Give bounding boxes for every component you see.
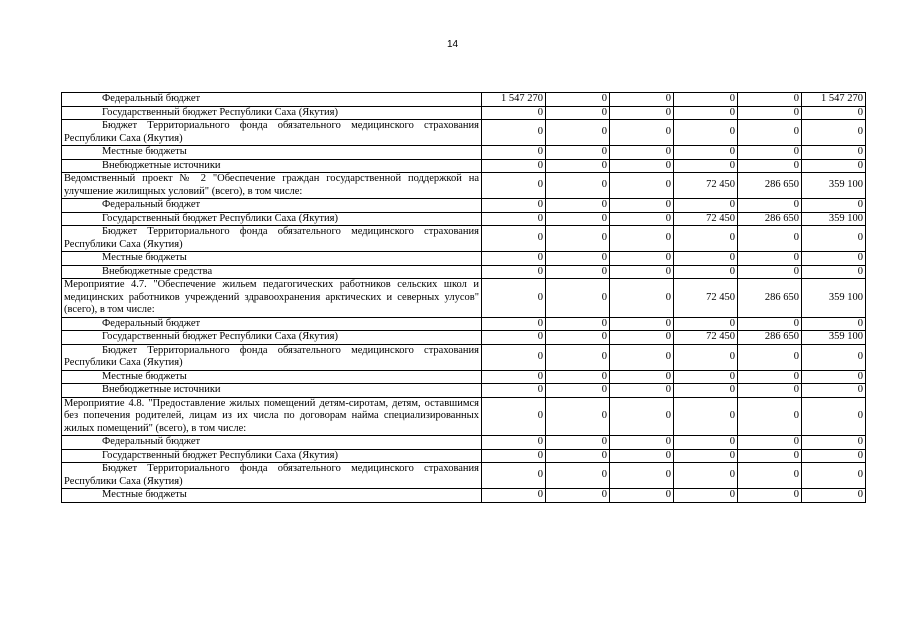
- value-cell: 0: [610, 212, 674, 226]
- value-cell: 0: [738, 384, 802, 398]
- value-cell: 0: [610, 463, 674, 489]
- value-cell: 359 100: [802, 279, 866, 318]
- value-cell: 0: [738, 265, 802, 279]
- value-cell: 0: [546, 436, 610, 450]
- value-cell: 0: [482, 331, 546, 345]
- table-row: [62, 317, 866, 331]
- value-cell: 0: [802, 436, 866, 450]
- value-cell: 0: [610, 120, 674, 146]
- table-row: [62, 449, 866, 463]
- value-cell: 0: [546, 463, 610, 489]
- table-row: [62, 173, 866, 199]
- value-cell: 0: [610, 159, 674, 173]
- value-cell: 0: [610, 265, 674, 279]
- value-cell: 0: [610, 173, 674, 199]
- table-row: [62, 370, 866, 384]
- row-label: Местные бюджеты: [62, 370, 482, 384]
- table-row: [62, 106, 866, 120]
- value-cell: 0: [802, 397, 866, 436]
- value-cell: 0: [482, 463, 546, 489]
- value-cell: 359 100: [802, 331, 866, 345]
- value-cell: 0: [546, 106, 610, 120]
- value-cell: 0: [738, 449, 802, 463]
- row-label: Внебюджетные источники: [62, 159, 482, 173]
- value-cell: 0: [738, 226, 802, 252]
- value-cell: 0: [738, 120, 802, 146]
- value-cell: 0: [610, 384, 674, 398]
- value-cell: 0: [546, 93, 610, 107]
- value-cell: 0: [674, 120, 738, 146]
- table-row: [62, 265, 866, 279]
- value-cell: 0: [802, 226, 866, 252]
- value-cell: 0: [482, 279, 546, 318]
- row-label: Мероприятие 4.8. "Предоставление жилых помещений детям-сиротам, детям, оставшимся без попечения родителей, лицам из их числа по договорам найма специализированных жилых помещений" (всего), в том числе:: [62, 397, 482, 436]
- table-row: [62, 93, 866, 107]
- value-cell: 0: [546, 212, 610, 226]
- value-cell: 0: [610, 331, 674, 345]
- value-cell: 286 650: [738, 212, 802, 226]
- value-cell: 0: [610, 279, 674, 318]
- row-label: Федеральный бюджет: [62, 317, 482, 331]
- table-row: [62, 436, 866, 450]
- table-row: [62, 397, 866, 436]
- value-cell: 0: [546, 120, 610, 146]
- table-row: [62, 252, 866, 266]
- row-label: Внебюджетные средства: [62, 265, 482, 279]
- row-label: Бюджет Территориального фонда обязательного медицинского страхования Республики Саха (Якутия): [62, 120, 482, 146]
- value-cell: 0: [482, 106, 546, 120]
- value-cell: 0: [546, 384, 610, 398]
- value-cell: 0: [610, 106, 674, 120]
- value-cell: 0: [802, 265, 866, 279]
- value-cell: 0: [546, 489, 610, 503]
- table-row: [62, 159, 866, 173]
- value-cell: 0: [546, 449, 610, 463]
- row-label: Федеральный бюджет: [62, 436, 482, 450]
- value-cell: 286 650: [738, 279, 802, 318]
- value-cell: 0: [738, 344, 802, 370]
- value-cell: 0: [482, 199, 546, 213]
- value-cell: 0: [674, 317, 738, 331]
- value-cell: 0: [610, 449, 674, 463]
- value-cell: 0: [738, 370, 802, 384]
- value-cell: 0: [738, 106, 802, 120]
- row-label: Государственный бюджет Республики Саха (Якутия): [62, 106, 482, 120]
- value-cell: 0: [546, 397, 610, 436]
- row-label: Бюджет Территориального фонда обязательного медицинского страхования Республики Саха (Якутия): [62, 344, 482, 370]
- value-cell: 0: [738, 146, 802, 160]
- value-cell: 0: [802, 489, 866, 503]
- table-row: [62, 331, 866, 345]
- value-cell: 0: [674, 93, 738, 107]
- value-cell: 0: [482, 436, 546, 450]
- value-cell: 0: [674, 252, 738, 266]
- value-cell: 0: [802, 146, 866, 160]
- value-cell: 0: [546, 252, 610, 266]
- value-cell: 72 450: [674, 331, 738, 345]
- value-cell: 0: [546, 317, 610, 331]
- value-cell: 1 547 270: [802, 93, 866, 107]
- value-cell: 0: [802, 449, 866, 463]
- value-cell: 1 547 270: [482, 93, 546, 107]
- value-cell: 0: [610, 397, 674, 436]
- value-cell: 0: [802, 120, 866, 146]
- value-cell: 0: [802, 384, 866, 398]
- table-row: [62, 120, 866, 146]
- table-row: [62, 212, 866, 226]
- value-cell: 0: [482, 370, 546, 384]
- value-cell: 0: [802, 106, 866, 120]
- value-cell: 0: [738, 159, 802, 173]
- value-cell: 0: [546, 199, 610, 213]
- value-cell: 0: [610, 226, 674, 252]
- table-row: [62, 344, 866, 370]
- value-cell: 0: [546, 265, 610, 279]
- row-label: Бюджет Территориального фонда обязательного медицинского страхования Республики Саха (Якутия): [62, 463, 482, 489]
- value-cell: 0: [802, 252, 866, 266]
- value-cell: 0: [546, 370, 610, 384]
- row-label: Местные бюджеты: [62, 252, 482, 266]
- value-cell: 0: [674, 463, 738, 489]
- table-row: [62, 226, 866, 252]
- value-cell: 0: [738, 252, 802, 266]
- value-cell: 0: [738, 93, 802, 107]
- value-cell: 0: [482, 226, 546, 252]
- row-label: Государственный бюджет Республики Саха (Якутия): [62, 331, 482, 345]
- value-cell: 0: [610, 93, 674, 107]
- value-cell: 72 450: [674, 279, 738, 318]
- value-cell: 359 100: [802, 173, 866, 199]
- value-cell: 0: [482, 252, 546, 266]
- value-cell: 0: [610, 370, 674, 384]
- value-cell: 0: [802, 463, 866, 489]
- value-cell: 0: [738, 489, 802, 503]
- value-cell: 0: [546, 331, 610, 345]
- value-cell: 0: [674, 106, 738, 120]
- value-cell: 0: [610, 199, 674, 213]
- value-cell: 0: [674, 436, 738, 450]
- value-cell: 0: [674, 159, 738, 173]
- value-cell: 0: [482, 120, 546, 146]
- value-cell: 0: [674, 344, 738, 370]
- row-label: Федеральный бюджет: [62, 199, 482, 213]
- value-cell: 0: [546, 159, 610, 173]
- row-label: Бюджет Территориального фонда обязательного медицинского страхования Республики Саха (Якутия): [62, 226, 482, 252]
- value-cell: 0: [482, 146, 546, 160]
- value-cell: 286 650: [738, 173, 802, 199]
- row-label: Мероприятие 4.7. "Обеспечение жильем педагогических работников сельских школ и медицинских работников учреждений здравоохранения арктических и северных улусов" (всего), в том числе:: [62, 279, 482, 318]
- value-cell: 72 450: [674, 212, 738, 226]
- row-label: Государственный бюджет Республики Саха (Якутия): [62, 212, 482, 226]
- value-cell: 0: [674, 146, 738, 160]
- table-row: [62, 199, 866, 213]
- row-label: Местные бюджеты: [62, 489, 482, 503]
- row-label: Федеральный бюджет: [62, 93, 482, 107]
- value-cell: 359 100: [802, 212, 866, 226]
- value-cell: 0: [482, 344, 546, 370]
- value-cell: 0: [738, 397, 802, 436]
- value-cell: 0: [482, 449, 546, 463]
- value-cell: 0: [674, 397, 738, 436]
- budget-table: [61, 92, 866, 503]
- page-number: 14: [446, 39, 459, 50]
- value-cell: 0: [674, 265, 738, 279]
- value-cell: 0: [738, 436, 802, 450]
- value-cell: 72 450: [674, 173, 738, 199]
- table-row: [62, 384, 866, 398]
- row-label: Ведомственный проект № 2 "Обеспечение граждан государственной поддержкой на улучшение жилищных условий" (всего), в том числе:: [62, 173, 482, 199]
- value-cell: 0: [482, 212, 546, 226]
- value-cell: 0: [802, 344, 866, 370]
- value-cell: 0: [546, 146, 610, 160]
- value-cell: 0: [738, 199, 802, 213]
- value-cell: 0: [610, 436, 674, 450]
- value-cell: 0: [610, 344, 674, 370]
- row-label: Местные бюджеты: [62, 146, 482, 160]
- value-cell: 0: [738, 317, 802, 331]
- row-label: Государственный бюджет Республики Саха (Якутия): [62, 449, 482, 463]
- budget-table-body: [62, 93, 866, 503]
- value-cell: 0: [482, 489, 546, 503]
- table-row: [62, 279, 866, 318]
- table-row: [62, 489, 866, 503]
- value-cell: 0: [802, 199, 866, 213]
- value-cell: 0: [482, 317, 546, 331]
- value-cell: 0: [610, 317, 674, 331]
- value-cell: 0: [802, 317, 866, 331]
- value-cell: 0: [802, 159, 866, 173]
- value-cell: 0: [674, 489, 738, 503]
- value-cell: 0: [802, 370, 866, 384]
- table-row: [62, 146, 866, 160]
- value-cell: 286 650: [738, 331, 802, 345]
- value-cell: 0: [482, 159, 546, 173]
- value-cell: 0: [674, 226, 738, 252]
- value-cell: 0: [610, 252, 674, 266]
- value-cell: 0: [482, 173, 546, 199]
- value-cell: 0: [482, 384, 546, 398]
- value-cell: 0: [546, 226, 610, 252]
- value-cell: 0: [738, 463, 802, 489]
- table-row: [62, 463, 866, 489]
- value-cell: 0: [610, 489, 674, 503]
- value-cell: 0: [674, 370, 738, 384]
- value-cell: 0: [610, 146, 674, 160]
- value-cell: 0: [482, 397, 546, 436]
- value-cell: 0: [674, 384, 738, 398]
- value-cell: 0: [674, 199, 738, 213]
- value-cell: 0: [546, 344, 610, 370]
- value-cell: 0: [546, 279, 610, 318]
- value-cell: 0: [546, 173, 610, 199]
- value-cell: 0: [674, 449, 738, 463]
- value-cell: 0: [482, 265, 546, 279]
- row-label: Внебюджетные источники: [62, 384, 482, 398]
